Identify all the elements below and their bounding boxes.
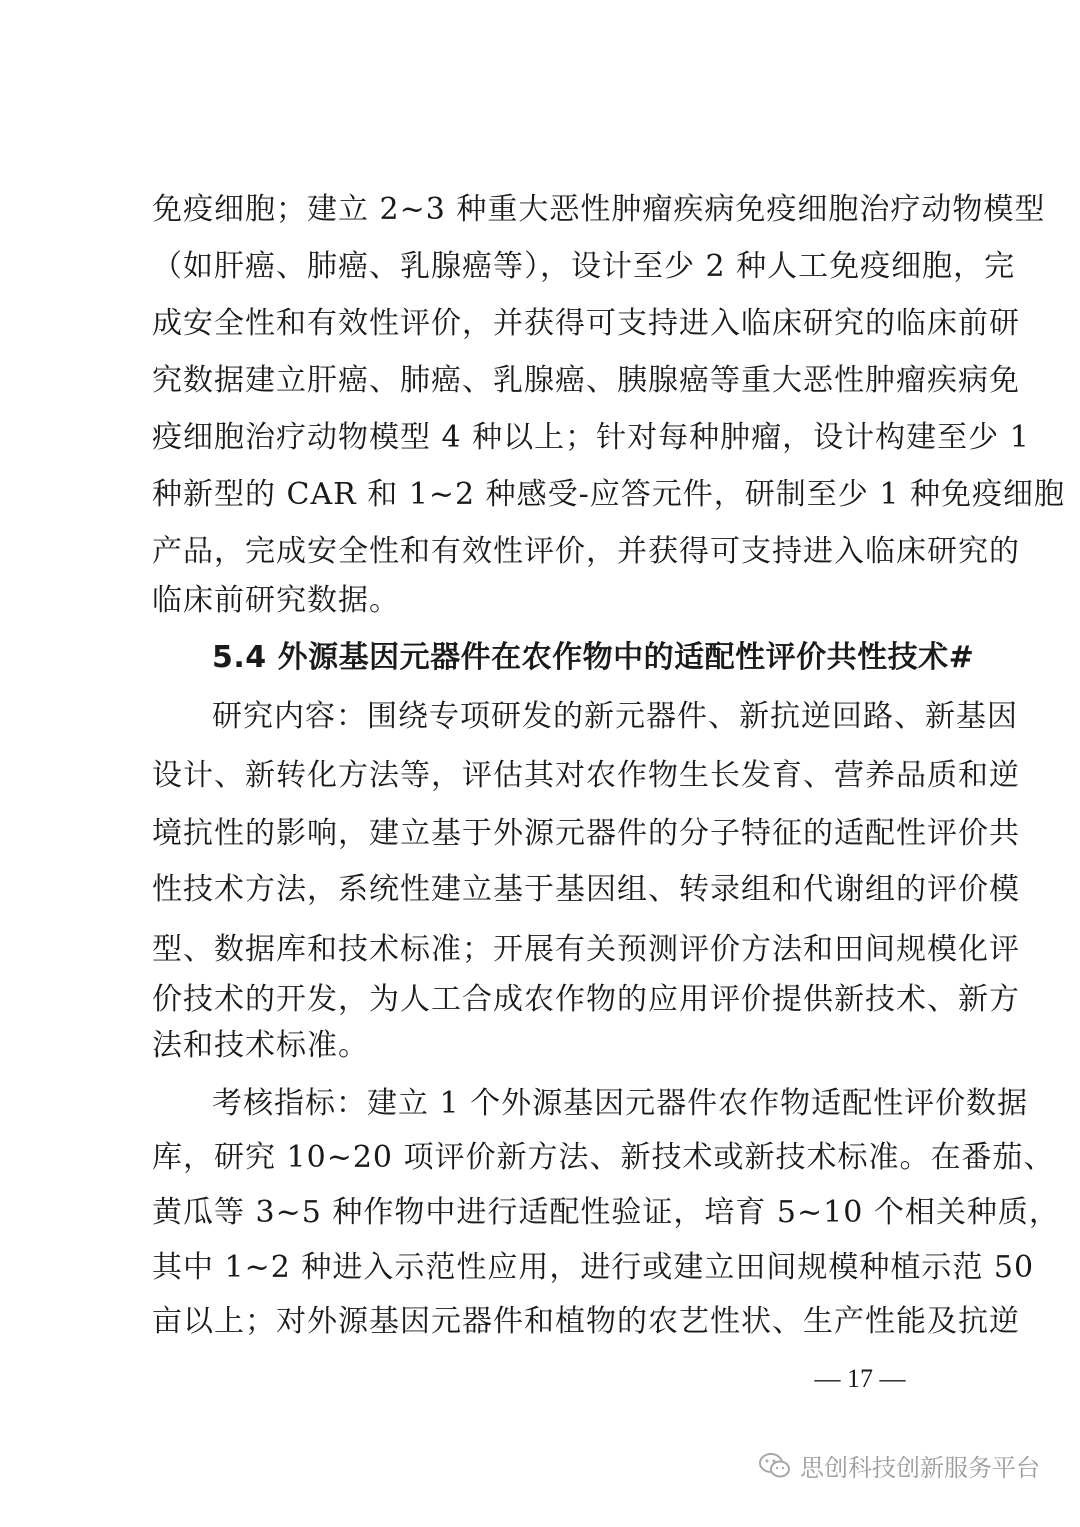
text-line: 成安全性和有效性评价，并获得可支持进入临床研究的临床前研 bbox=[152, 306, 1020, 341]
text-line: 产品，完成安全性和有效性评价，并获得可支持进入临床研究的 bbox=[152, 534, 1020, 569]
assessment-line: 亩以上；对外源基因元器件和植物的农艺性状、生产性能及抗逆 bbox=[152, 1304, 1020, 1339]
research-content-line: 研究内容：围绕专项研发的新元器件、新抗逆回路、新基因 bbox=[212, 699, 1018, 734]
page-number: — 17 — bbox=[814, 1364, 906, 1393]
research-content-line: 法和技术标准。 bbox=[152, 1028, 369, 1063]
text-line: 究数据建立肝癌、肺癌、乳腺癌、胰腺癌等重大恶性肿瘤疾病免 bbox=[152, 363, 1020, 398]
text-line: 临床前研究数据。 bbox=[152, 583, 400, 618]
section-heading: 5.4 外源基因元器件在农作物中的适配性评价共性技术# bbox=[212, 640, 975, 675]
watermark bbox=[758, 1448, 1040, 1483]
assessment-line: 库，研究 10~20 项评价新方法、新技术或新技术标准。在番茄、 bbox=[152, 1140, 1055, 1175]
watermark-text: 思创科技创新服务平台 bbox=[800, 1454, 1040, 1482]
assessment-line: 黄瓜等 3~5 种作物中进行适配性验证，培育 5~10 个相关种质， bbox=[152, 1195, 1060, 1230]
assessment-line: 考核指标：建立 1 个外源基因元器件农作物适配性评价数据 bbox=[212, 1086, 1029, 1121]
assessment-line: 其中 1~2 种进入示范性应用，进行或建立田间规模种植示范 50 bbox=[152, 1250, 1035, 1285]
research-content-line: 价技术的开发，为人工合成农作物的应用评价提供新技术、新方 bbox=[152, 982, 1020, 1017]
text-line: 疫细胞治疗动物模型 4 种以上；针对每种肿瘤，设计构建至少 1 bbox=[152, 420, 1030, 455]
text-line: 种新型的 CAR 和 1~2 种感受-应答元件，研制至少 1 种免疫细胞 bbox=[152, 477, 1065, 512]
research-content-line: 设计、新转化方法等，评估其对农作物生长发育、营养品质和逆 bbox=[152, 758, 1020, 793]
wechat-icon bbox=[758, 1451, 792, 1481]
text-line: 免疫细胞；建立 2~3 种重大恶性肿瘤疾病免疫细胞治疗动物模型 bbox=[152, 192, 1046, 227]
research-content-line: 型、数据库和技术标准；开展有关预测评价方法和田间规模化评 bbox=[152, 932, 1020, 967]
research-content-line: 性技术方法，系统性建立基于基因组、转录组和代谢组的评价模 bbox=[152, 872, 1020, 907]
text-line: （如肝癌、肺癌、乳腺癌等），设计至少 2 种人工免疫细胞，完 bbox=[152, 249, 1016, 284]
research-content-line: 境抗性的影响，建立基于外源元器件的分子特征的适配性评价共 bbox=[152, 816, 1020, 851]
